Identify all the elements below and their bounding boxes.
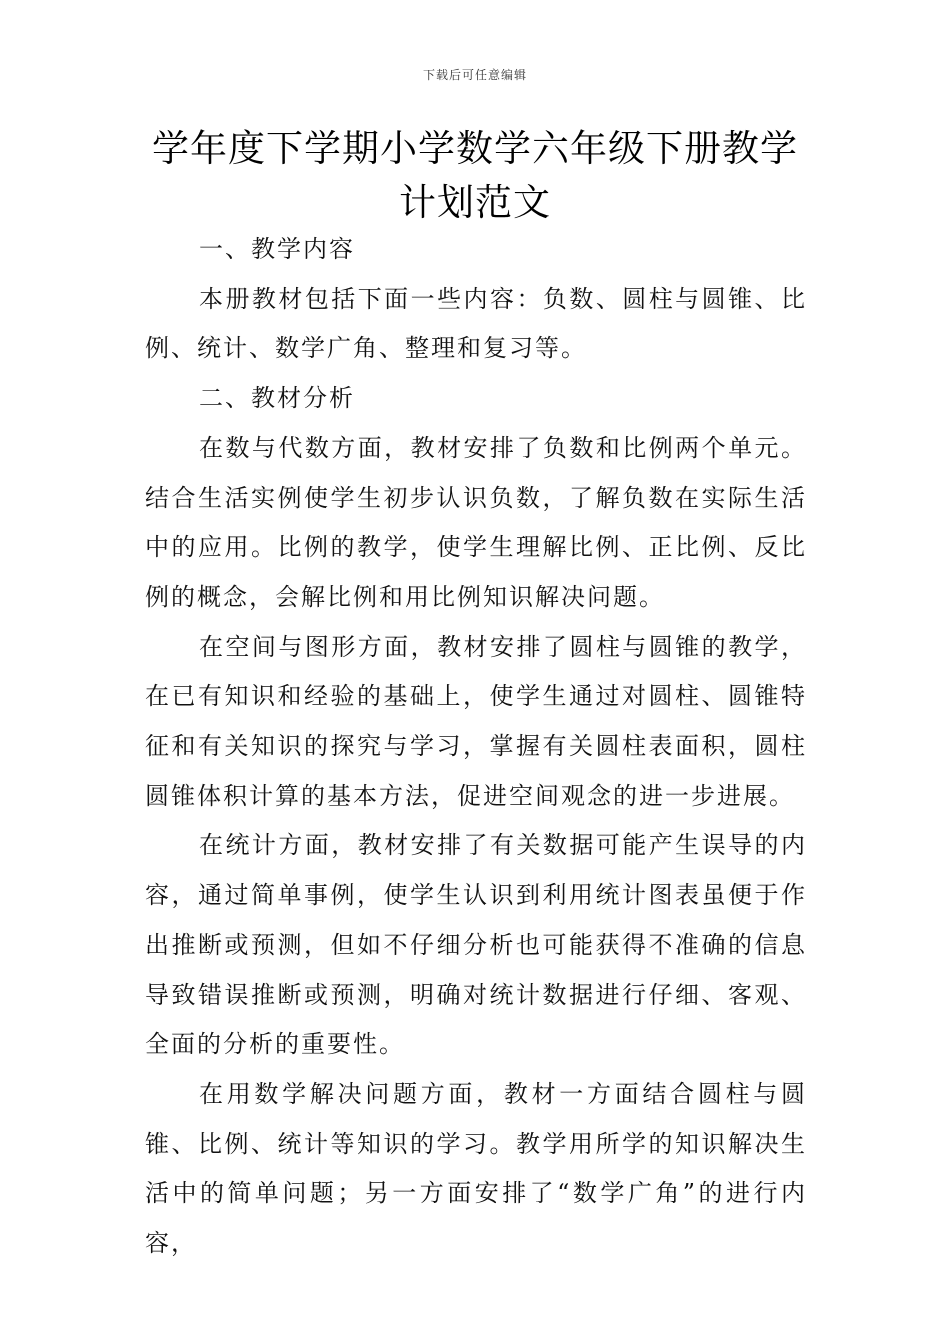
document-title: 学年度下学期小学数学六年级下册教学计划范文 bbox=[152, 127, 798, 224]
header-note: 下载后可任意编辑 bbox=[422, 68, 527, 82]
section-heading: 二、教材分析 bbox=[199, 384, 355, 413]
paragraph: 在统计方面，教材安排了有关数据可能产生误导的内容，通过简单事例，使学生认识到利用统计图表虽便于作出推断或预测，但如不仔细分析也可能获得不准确的信息导致错误推断或预测，明确对统计数据进行仔细、客观、全面的分析的重要性。 bbox=[145, 831, 807, 1059]
paragraph: 在用数学解决问题方面，教材一方面结合圆柱与圆锥、比例、统计等知识的学习。教学用所学的知识解决生活中的简单问题；另一方面安排了“数学广角”的进行内容， bbox=[145, 1079, 807, 1258]
paragraph: 在数与代数方面，教材安排了负数和比例两个单元。结合生活实例使学生初步认识负数，了解负数在实际生活中的应用。比例的教学，使学生理解比例、正比例、反比例的概念，会解比例和用比例知识解决问题。 bbox=[145, 433, 807, 611]
document-body bbox=[145, 225, 807, 1269]
paragraph: 本册教材包括下面一些内容：负数、圆柱与圆锥、比例、统计、数学广角、整理和复习等。 bbox=[145, 284, 807, 363]
paragraph: 在空间与图形方面，教材安排了圆柱与圆锥的教学，在已有知识和经验的基础上，使学生通过对圆柱、圆锥特征和有关知识的探究与学习，掌握有关圆柱表面积，圆柱圆锥体积计算的基本方法，促进空间观念的进一步进展。 bbox=[145, 632, 807, 810]
section-heading: 一、教学内容 bbox=[199, 235, 355, 263]
